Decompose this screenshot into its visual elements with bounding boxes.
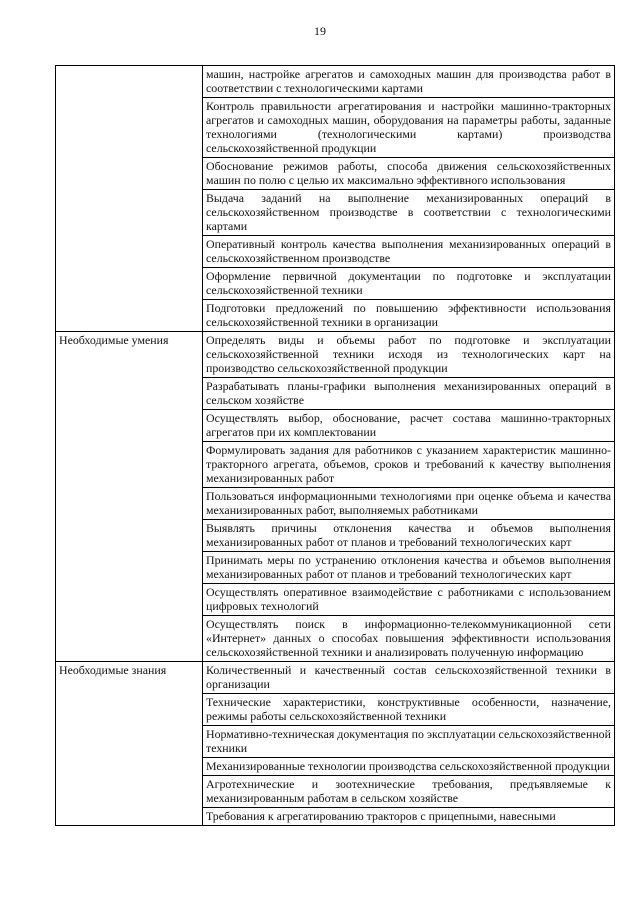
requirement-text: Оформление первичной документации по подготовке и эксплуатации сельскохозяйственной техники [203, 268, 615, 300]
requirement-text: Принимать меры по устранению отклонения качества и объемов выполнения механизированных работ от планов и требований технологических карт [203, 552, 615, 584]
requirement-text: Осуществлять выбор, обоснование, расчет состава машинно-тракторных агрегатов при их комплектовании [203, 410, 615, 442]
section-label: Необходимые знания [56, 662, 203, 826]
page-number: 19 [314, 24, 326, 38]
section-label [56, 66, 203, 332]
requirement-text: Подготовки предложений по повышению эффективности использования сельскохозяйственной техники в организации [203, 300, 615, 332]
table-row [56, 66, 615, 98]
requirement-text: Выдача заданий на выполнение механизированных операций в сельскохозяйственном производстве в соответствии с технологическими картами [203, 190, 615, 236]
requirement-text: Осуществлять поиск в информационно-телекоммуникационной сети «Интернет» данных о способах повышения эффективности использования сельскохозяйственной техники и анализировать полученную информацию [203, 616, 615, 662]
requirement-text: Требования к агрегатированию тракторов с прицепными, навесными [203, 808, 615, 826]
competency-table-body [56, 66, 615, 826]
requirement-text: Пользоваться информационными технологиями при оценке объема и качества механизированных работ, выполняемых работниками [203, 488, 615, 520]
requirement-text: Формулировать задания для работников с указанием характеристик машинно-тракторного агрегата, объемов, сроков и требований к качеству выполнения механизированных работ [203, 442, 615, 488]
requirement-text: Технические характеристики, конструктивные особенности, назначение, режимы работы сельскохозяйственной техники [203, 694, 615, 726]
table-row [56, 662, 615, 694]
requirement-text: Количественный и качественный состав сельскохозяйственной техники в организации [203, 662, 615, 694]
requirement-text: Механизированные технологии производства сельскохозяйственной продукции [203, 758, 615, 776]
requirement-text: машин, настройке агрегатов и самоходных машин для производства работ в соответствии с технологическими картами [203, 66, 615, 98]
requirement-text: Оперативный контроль качества выполнения механизированных операций в сельскохозяйственном производстве [203, 236, 615, 268]
requirement-text: Осуществлять оперативное взаимодействие с работниками с использованием цифровых технологий [203, 584, 615, 616]
competency-table [55, 65, 615, 826]
requirement-text: Определять виды и объемы работ по подготовке и эксплуатации сельскохозяйственной техники исходя из технологических карт на производство сельскохозяйственной продукции [203, 332, 615, 378]
requirement-text: Разрабатывать планы-графики выполнения механизированных операций в сельском хозяйстве [203, 378, 615, 410]
requirement-text: Выявлять причины отклонения качества и объемов выполнения механизированных работ от планов и требований технологических карт [203, 520, 615, 552]
requirement-text: Агротехнические и зоотехнические требования, предъявляемые к механизированным работам в сельском хозяйстве [203, 776, 615, 808]
requirement-text: Контроль правильности агрегатирования и настройки машинно-тракторных агрегатов и самоходных машин, оборудования на параметры работы, заданные технологиями (технологическими картами) производства сельскохозяйственной продукции [203, 98, 615, 158]
requirement-text: Обоснование режимов работы, способа движения сельскохозяйственных машин по полю с целью их максимально эффективного использования [203, 158, 615, 190]
table-row [56, 332, 615, 378]
requirement-text: Нормативно-техническая документация по эксплуатации сельскохозяйственной техники [203, 726, 615, 758]
section-label: Необходимые умения [56, 332, 203, 662]
